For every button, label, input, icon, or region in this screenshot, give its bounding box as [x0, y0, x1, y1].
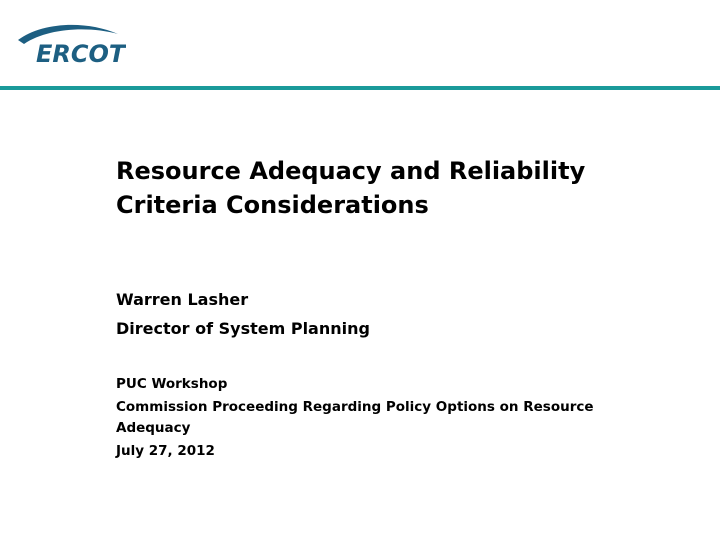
presenter-block [116, 285, 696, 343]
event-date: July 27, 2012 [116, 443, 215, 459]
event-name: PUC Workshop [116, 376, 228, 392]
proceeding-name: Commission Proceeding Regarding Policy Options on Resource Adequacy [116, 399, 594, 436]
presenter-name: Warren Lasher [116, 290, 249, 309]
presenter-title: Director of System Planning [116, 319, 370, 338]
header-divider [0, 86, 720, 90]
slide-title: Resource Adequacy and Reliability Criteria Considerations [116, 157, 586, 219]
ercot-logo [14, 20, 126, 68]
ercot-logo-mark [14, 20, 126, 68]
event-block [116, 374, 616, 462]
logo-text: ERCOT [36, 40, 126, 68]
